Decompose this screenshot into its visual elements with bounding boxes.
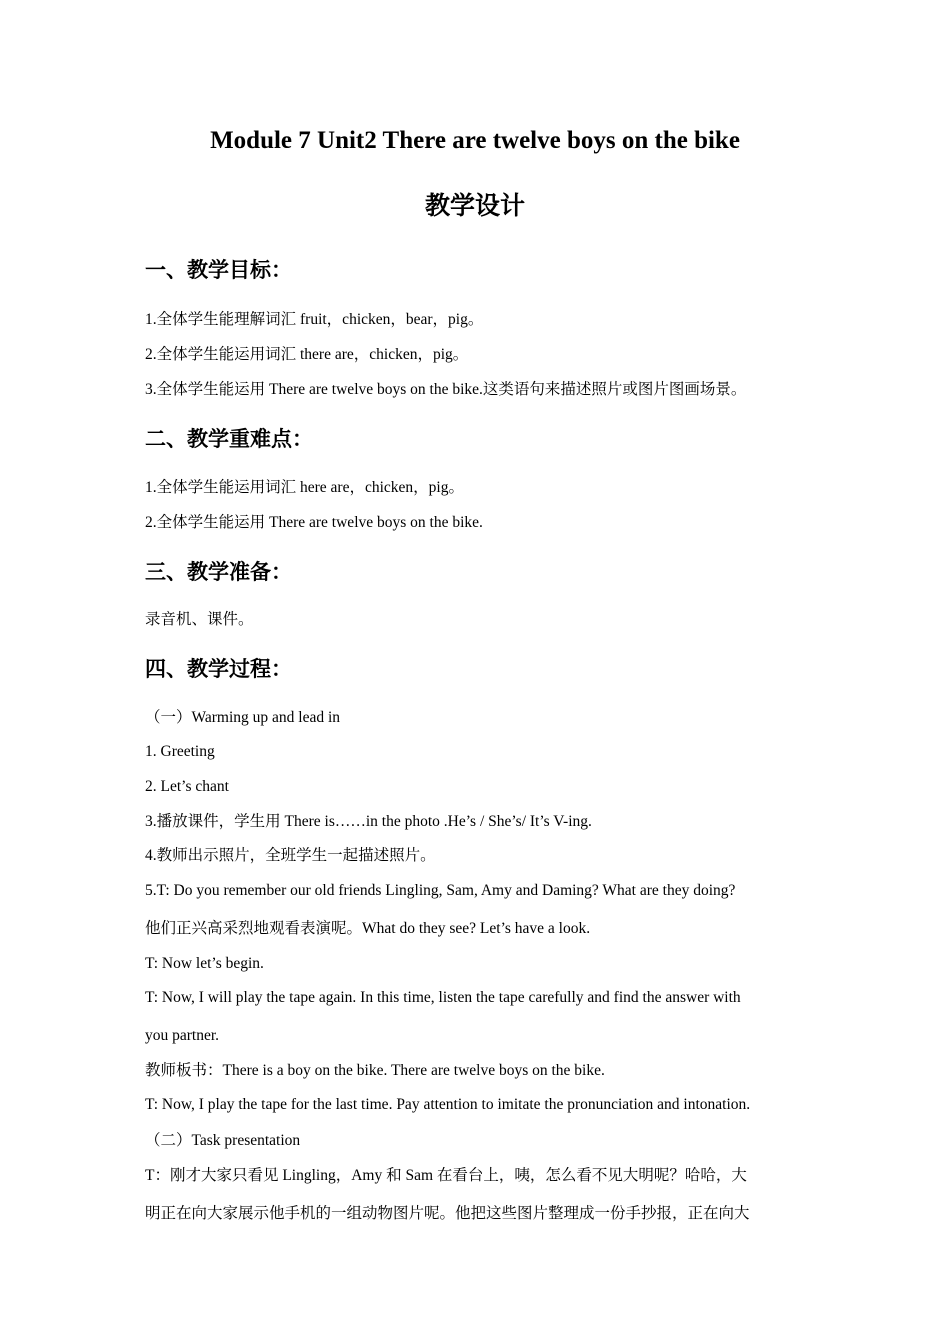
section-heading-objectives: 一、教学目标：: [145, 258, 292, 282]
process-line: 2. Let’s chant: [145, 778, 229, 795]
process-line: 他们正兴高采烈地观看表演呢。What do they see? Let’s have a look.: [145, 920, 591, 937]
section-heading-process: 四、教学过程：: [145, 657, 292, 681]
section-heading-key-points: 二、教学重难点：: [145, 427, 313, 451]
section-heading-preparation: 三、教学准备：: [145, 560, 292, 584]
process-line: （一）Warming up and lead in: [145, 709, 341, 726]
process-line: 教师板书：There is a boy on the bike. There are twelve boys on the bike.: [145, 1062, 605, 1079]
process-line: 3.播放课件，学生用 There is……in the photo .He’s / She’s/ It’s V-ing.: [145, 813, 592, 830]
key-point-item-1: 1.全体学生能运用词汇 here are，chicken，pig。: [145, 479, 464, 496]
process-line: 明正在向大家展示他手机的一组动物图片呢。他把这些图片整理成一份手抄报，正在向大: [145, 1205, 750, 1222]
process-line: 4.教师出示照片，全班学生一起描述照片。: [145, 847, 436, 864]
process-line: T: Now let’s begin.: [145, 955, 264, 972]
key-point-item-2: 2.全体学生能运用 There are twelve boys on the bike.: [145, 514, 483, 531]
process-line: you partner.: [145, 1027, 220, 1044]
objective-item-3: 3.全体学生能运用 There are twelve boys on the bike.这类语句来描述照片或图片图画场景。: [145, 381, 747, 398]
process-line: 1. Greeting: [145, 743, 215, 760]
objective-item-1: 1.全体学生能理解词汇 fruit，chicken，bear，pig。: [145, 311, 484, 328]
process-line: T：刚才大家只看见 Lingling，Amy 和 Sam 在看台上，咦，怎么看不见大明呢？哈哈，大: [145, 1167, 747, 1184]
process-line: T: Now, I play the tape for the last time. Pay attention to imitate the pronunciation and intonation.: [145, 1096, 751, 1113]
document-subtitle: 教学设计: [424, 193, 525, 220]
process-line: 5.T: Do you remember our old friends Lingling, Sam, Amy and Daming? What are they doing?: [145, 882, 736, 899]
process-line: （二）Task presentation: [145, 1132, 301, 1149]
objective-item-2: 2.全体学生能运用词汇 there are，chicken，pig。: [145, 346, 469, 363]
document-title: Module 7 Unit2 There are twelve boys on the bike: [210, 127, 740, 154]
preparation-text: 录音机、课件。: [145, 611, 254, 628]
process-line: T: Now, I will play the tape again. In this time, listen the tape carefully and find the answer with: [145, 989, 741, 1006]
